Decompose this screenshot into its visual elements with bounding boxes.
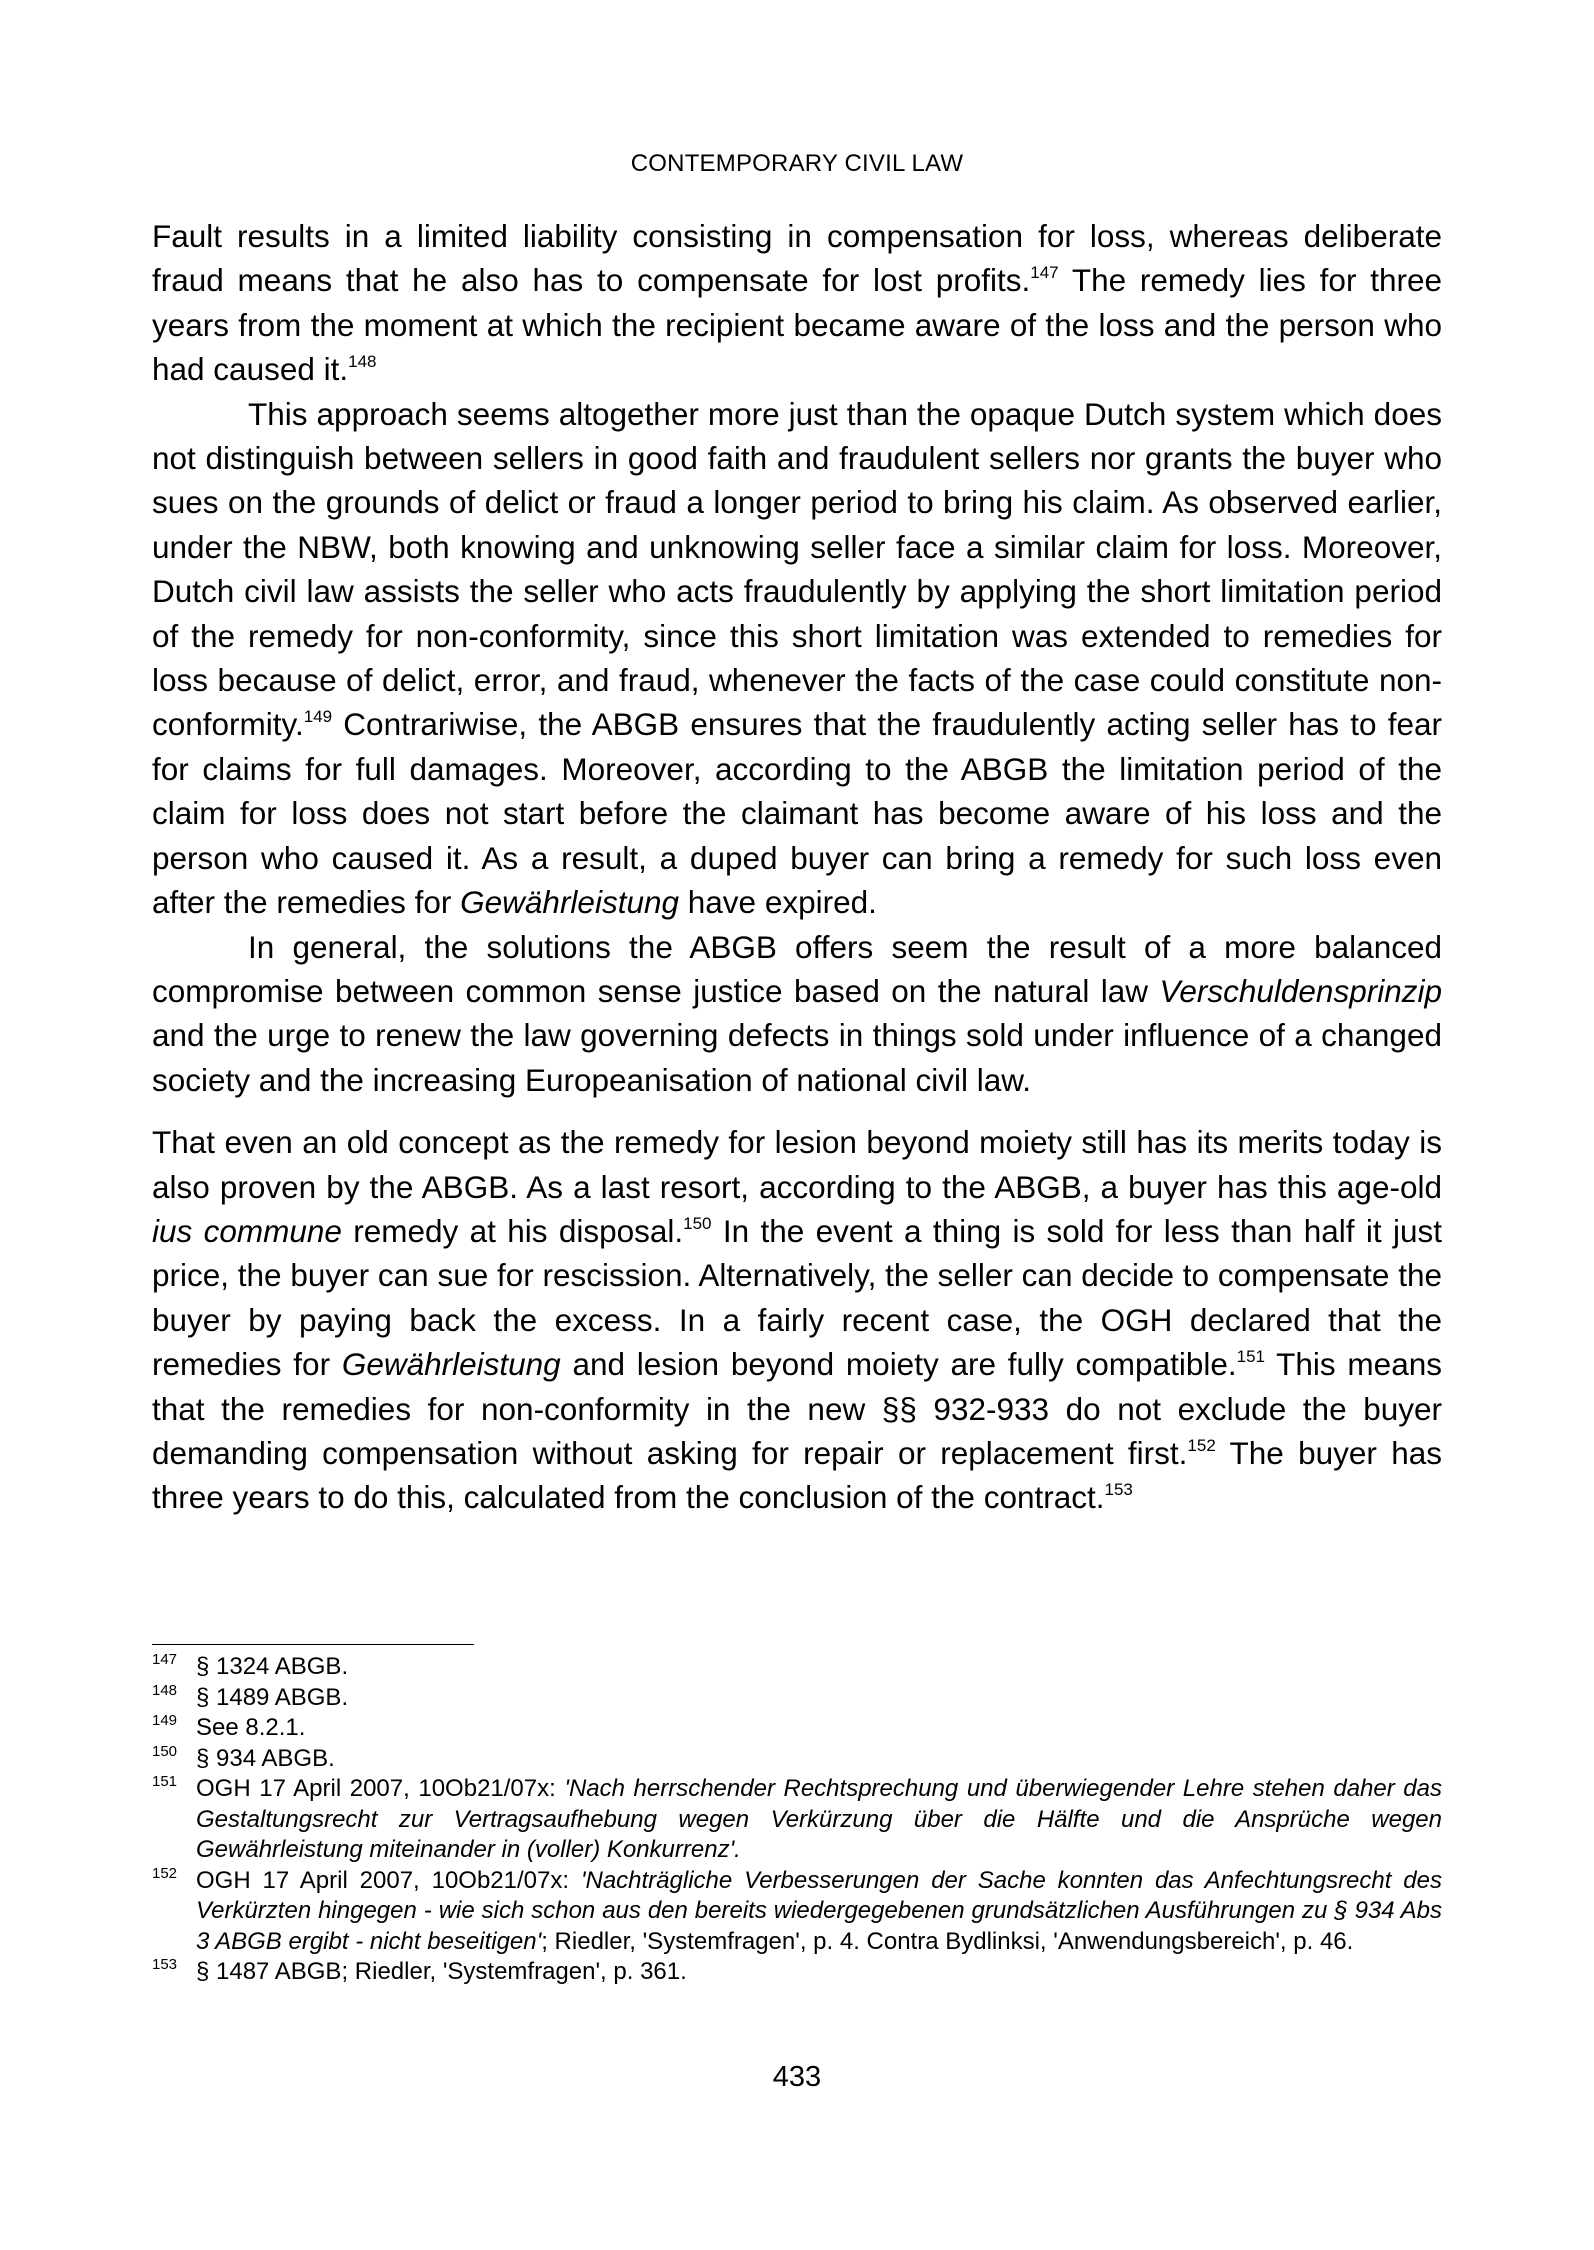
text-run: OGH 17 April 2007, 10Ob21/07x: [196, 1775, 565, 1802]
footnote-number: 153 [152, 1956, 178, 1973]
text-run: § 1324 ABGB. [196, 1653, 349, 1680]
text-run: and lesion beyond moiety are fully compatible. [560, 1346, 1237, 1383]
italic-text: 'Nach herrschender Rechtsprechung und überwiegender Lehre stehen daher das Gestaltungsrecht zur Vertragsaufhebung wegen Verkürzung über die Hälfte und die Ansprüche wegen Gewährleistung miteinander in (voller) Konkurrenz'. [196, 1775, 1442, 1863]
text-run: § 934 ABGB. [196, 1744, 335, 1772]
body-text [152, 214, 1442, 1520]
text-run: This means that the remedies for non-conformity in the new §§ 932-933 do not exclude the buyer demanding compensation without asking for repair or replacement first. [152, 1346, 1442, 1471]
italic-text: 'Nachträgliche Verbesserungen der Sache konnten das Anfechtungsrecht des Verkürzten hingegen - wie sich schon aus den bereits wiedergegebenen grundsätzlichen Ausführungen zu § 934 Abs 3 ABGB ergibt - nicht beseitigen' [196, 1866, 1442, 1955]
text-run: The remedy lies for three years from the moment at which the recipient became aware of the loss and the person who had caused it. [152, 262, 1442, 388]
text-run: § 1487 ABGB; Riedler, 'Systemfragen', p. 361. [196, 1958, 687, 1985]
footnote-ref: 147 [1030, 263, 1059, 283]
footnote-separator [152, 1644, 474, 1645]
text-run: In general, the solutions the ABGB offers seem the result of a more balanced compromise between common sense justice based on the natural law [152, 928, 1442, 1009]
footnotes [152, 1652, 1442, 1988]
text-run: See 8.2.1. [196, 1714, 306, 1741]
text-run: OGH 17 April 2007, 10Ob21/07x: [196, 1866, 581, 1894]
footnote [152, 1957, 1442, 1988]
footnote-ref: 149 [303, 707, 333, 727]
footnote [152, 1774, 1442, 1866]
footnote-ref: 153 [1104, 1480, 1133, 1500]
footnote-number: 151 [152, 1773, 178, 1790]
footnote-number: 148 [152, 1681, 178, 1699]
footnote [152, 1744, 1442, 1775]
footnote-ref: 151 [1236, 1347, 1265, 1367]
footnote-ref: 148 [348, 352, 377, 372]
footnote-number: 152 [152, 1864, 178, 1882]
italic-text: Gewährleistung [341, 1346, 561, 1383]
footnote-ref: 150 [683, 1213, 712, 1233]
text-run: The buyer has three years to do this, calculated from the conclusion of the contract. [152, 1434, 1442, 1516]
running-header: CONTEMPORARY CIVIL LAW [630, 150, 964, 177]
footnote-ref: 152 [1187, 1435, 1216, 1455]
footnote [152, 1683, 1442, 1714]
italic-text: Verschuldensprinzip [1159, 972, 1442, 1009]
footnote-number: 147 [152, 1651, 178, 1668]
text-run: Contrariwise, the ABGB ensures that the fraudulently acting seller has to fear for claims for full damages. Moreover, according to the ABGB the limitation period of the claim for loss does not start before the claimant has become aware of his loss and the person who caused it. As a result, a duped buyer can bring a remedy for such loss even after the remedies for [152, 706, 1442, 921]
text-run: Fault results in a limited liability consisting in compensation for loss, whereas deliberate fraud means that he also has to compensate for lost profits. [152, 218, 1442, 299]
page-number: 433 [772, 2061, 822, 2093]
text-run: That even an old concept as the remedy for lesion beyond moiety still has its merits today is also proven by the ABGB. As a last resort, according to the ABGB, a buyer has this age-old [152, 1124, 1442, 1205]
italic-text: ius commune [152, 1212, 342, 1249]
text-run: and the urge to renew the law governing defects in things sold under influence of a changed society and the increasing Europeanisation of national civil law. [152, 1017, 1442, 1098]
text-run: In the event a thing is sold for less than half it just price, the buyer can sue for rescission. Alternatively, the seller can decide to compensate the buyer by paying back the excess. In a fairly recent case, the OGH declared that the remedies for [152, 1212, 1442, 1383]
paragraph [152, 214, 1442, 392]
paragraph [152, 1120, 1442, 1520]
footnote [152, 1866, 1442, 1958]
paragraph [152, 925, 1442, 1103]
text-run: have expired. [679, 884, 877, 921]
text-run: remedy at his disposal. [341, 1212, 684, 1249]
footnote-number: 150 [152, 1742, 178, 1760]
footnote [152, 1652, 1442, 1683]
italic-text: Gewährleistung [460, 884, 680, 921]
footnote-number: 149 [152, 1712, 178, 1729]
paragraph [152, 392, 1442, 925]
footnote [152, 1713, 1442, 1744]
text-run: This approach seems altogether more just than the opaque Dutch system which does not distinguish between sellers in good faith and fraudulent sellers nor grants the buyer who sues on the grounds of delict or fraud a longer period to bring his claim. As observed earlier, under the NBW, both knowing and unknowing seller face a similar claim for loss. Moreover, Dutch civil law assists the seller who acts fraudulently by applying the short limitation period of the remedy for non-conformity, since this short limitation was extended to remedies for loss because of delict, error, and fraud, whenever the facts of the case could constitute non-conformity. [152, 395, 1442, 743]
text-run: § 1489 ABGB. [196, 1683, 349, 1711]
text-run: ; Riedler, 'Systemfragen', p. 4. Contra Bydlinksi, 'Anwendungsbereich', p. 46. [541, 1927, 1354, 1955]
